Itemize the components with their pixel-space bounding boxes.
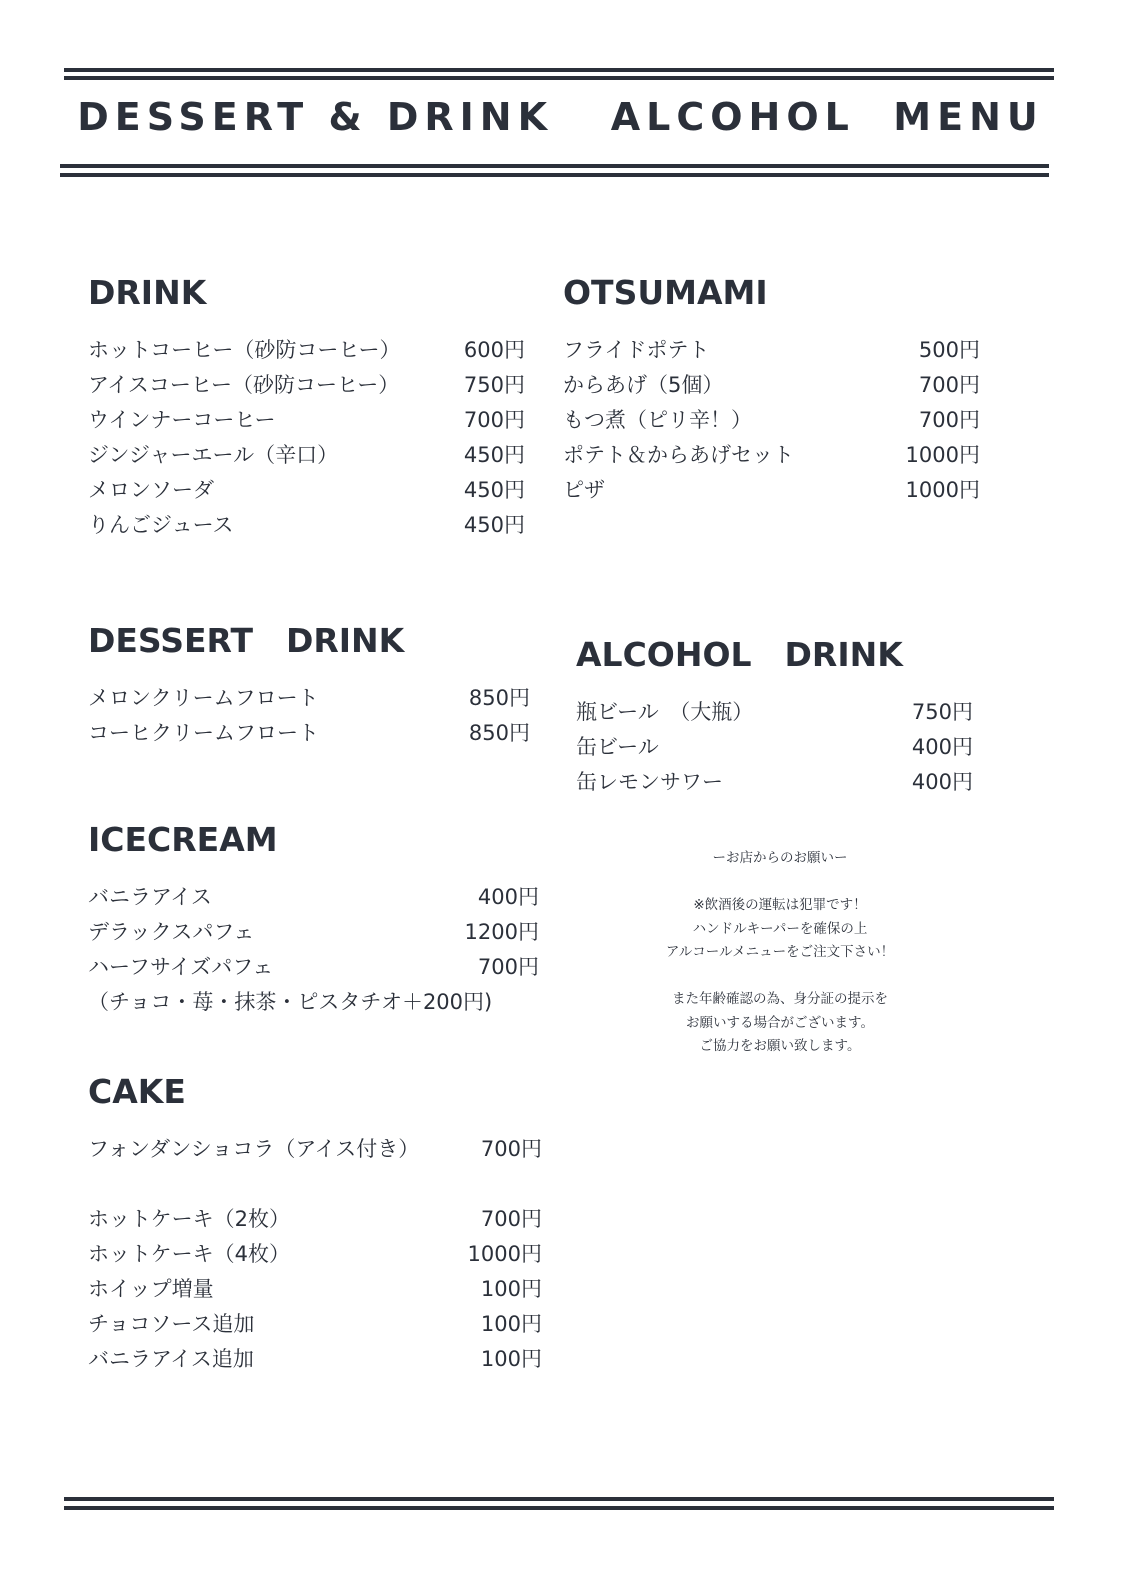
drink-section	[88, 273, 525, 543]
item-price: 400円	[911, 770, 973, 794]
menu-item	[576, 695, 973, 730]
menu-item	[88, 1202, 542, 1237]
topping-note: （チョコ・苺・抹茶・ピスタチオ＋200円)	[88, 990, 493, 1014]
item-name: ホットケーキ（2枚）	[88, 1207, 290, 1231]
item-name: バニラアイス追加	[88, 1347, 254, 1371]
dessert-drink-heading: DESSERT DRINK	[88, 621, 405, 660]
notice-line: ※飲酒後の運転は犯罪です！	[693, 897, 867, 913]
item-name: ポテト＆からあげセット	[563, 443, 794, 467]
dessert-drink-list	[88, 681, 530, 751]
notice-spacer	[620, 965, 940, 989]
menu-item	[88, 1342, 542, 1377]
menu-item	[563, 333, 980, 368]
item-price: 850円	[468, 686, 530, 710]
item-price: 1000円	[905, 478, 980, 502]
menu-item	[88, 950, 539, 985]
item-price: 850円	[468, 721, 530, 745]
item-price: 1000円	[905, 443, 980, 467]
item-price: 100円	[480, 1277, 542, 1301]
menu-item	[88, 1132, 542, 1167]
item-name: もつ煮（ピリ辛！）	[563, 408, 752, 432]
menu-item	[88, 368, 525, 403]
cake-list	[88, 1132, 542, 1377]
otsumami-section	[563, 273, 980, 508]
item-name: りんごジュース	[88, 513, 234, 537]
item-name: 瓶ビール （大瓶）	[576, 700, 754, 724]
item-name: バニラアイス	[88, 885, 212, 909]
menu-spacer	[88, 1167, 542, 1202]
item-price: 700円	[463, 408, 525, 432]
otsumami-list	[563, 333, 980, 508]
menu-item	[88, 473, 525, 508]
notice-line: アルコールメニューをご注文下さい！	[665, 944, 895, 960]
item-price: 100円	[480, 1347, 542, 1371]
item-price: 400円	[911, 735, 973, 759]
item-price: 500円	[918, 338, 980, 362]
item-price: 700円	[918, 408, 980, 432]
menu-item	[576, 765, 973, 800]
alcohol-drink-heading: ALCOHOL DRINK	[576, 635, 903, 674]
title-rule-2	[60, 173, 1049, 177]
item-price: 1200円	[464, 920, 539, 944]
icecream-list	[88, 880, 539, 1020]
item-price: 450円	[463, 513, 525, 537]
cake-section	[88, 1072, 542, 1377]
item-price: 450円	[463, 443, 525, 467]
menu-item	[88, 880, 539, 915]
item-name: からあげ（5個）	[563, 373, 724, 397]
item-name: 缶ビール	[576, 735, 659, 759]
item-name: ホットケーキ（4枚）	[88, 1242, 290, 1266]
menu-item	[88, 403, 525, 438]
icecream-section	[88, 820, 539, 1020]
item-price: 1000円	[467, 1242, 542, 1266]
icecream-heading: ICECREAM	[88, 820, 278, 859]
menu-item	[88, 508, 525, 543]
alcohol-drink-section	[576, 635, 973, 800]
notice-line: また年齢確認の為、身分証の提示を	[672, 991, 888, 1007]
item-price: 450円	[463, 478, 525, 502]
drink-heading: DRINK	[88, 273, 207, 312]
menu-item	[88, 915, 539, 950]
bottom-rule-2	[64, 1506, 1054, 1510]
menu-item	[563, 438, 980, 473]
menu-item	[88, 1237, 542, 1272]
item-price: 400円	[477, 885, 539, 909]
menu-item	[88, 716, 530, 751]
item-name: アイスコーヒー（砂防コーヒー）	[88, 373, 400, 397]
menu-item	[563, 473, 980, 508]
drink-list	[88, 333, 525, 543]
notice-line: お願いする場合がございます。	[686, 1014, 874, 1031]
item-name: ピザ	[563, 478, 605, 502]
item-name: ホイップ増量	[88, 1277, 214, 1301]
menu-item	[88, 333, 525, 368]
item-name: フライドポテト	[563, 338, 710, 362]
dessert-drink-section	[88, 621, 530, 751]
menu-item	[88, 1307, 542, 1342]
item-price: 750円	[463, 373, 525, 397]
bottom-rule-1	[64, 1497, 1054, 1501]
item-name: メロンソーダ	[88, 478, 214, 502]
menu-item	[563, 368, 980, 403]
title-rule-1	[60, 164, 1049, 168]
item-name: メロンクリームフロート	[88, 686, 319, 710]
menu-item	[88, 438, 525, 473]
item-name: ジンジャーエール（辛口）	[88, 443, 339, 467]
store-notice	[620, 847, 940, 1059]
notice-line: ハンドルキーパーを確保の上	[692, 920, 868, 937]
item-name: 缶レモンサワー	[576, 770, 723, 794]
item-name: ホットコーヒー（砂防コーヒー）	[88, 338, 401, 362]
item-price: 700円	[918, 373, 980, 397]
item-name: コーヒクリームフロート	[88, 721, 319, 745]
otsumami-heading: OTSUMAMI	[563, 273, 768, 312]
item-price: 700円	[480, 1137, 542, 1161]
notice-heading: ーお店からのお願いー	[712, 850, 848, 866]
item-price: 750円	[911, 700, 973, 724]
cake-heading: CAKE	[88, 1072, 186, 1111]
item-price: 700円	[480, 1207, 542, 1231]
item-name: ハーフサイズパフェ	[88, 955, 274, 979]
item-price: 100円	[480, 1312, 542, 1336]
menu-item	[88, 681, 530, 716]
item-name: チョコソース追加	[88, 1312, 255, 1336]
top-rule-1	[64, 68, 1054, 72]
item-name: ウインナーコーヒー	[88, 408, 276, 432]
item-name: デラックスパフェ	[88, 920, 255, 944]
item-price: 700円	[477, 955, 539, 979]
menu-item	[563, 403, 980, 438]
notice-spacer	[620, 871, 940, 895]
menu-item	[88, 1272, 542, 1307]
page-title: DESSERT & DRINK ALCOHOL MENU	[77, 95, 1044, 139]
top-rule-2	[64, 76, 1054, 80]
menu-item	[576, 730, 973, 765]
notice-line: ご協力をお願い致します。	[699, 1038, 861, 1054]
alcohol-drink-list	[576, 695, 973, 800]
menu-note	[88, 985, 539, 1020]
item-name: フォンダンショコラ（アイス付き）	[88, 1137, 420, 1161]
item-price: 600円	[463, 338, 525, 362]
